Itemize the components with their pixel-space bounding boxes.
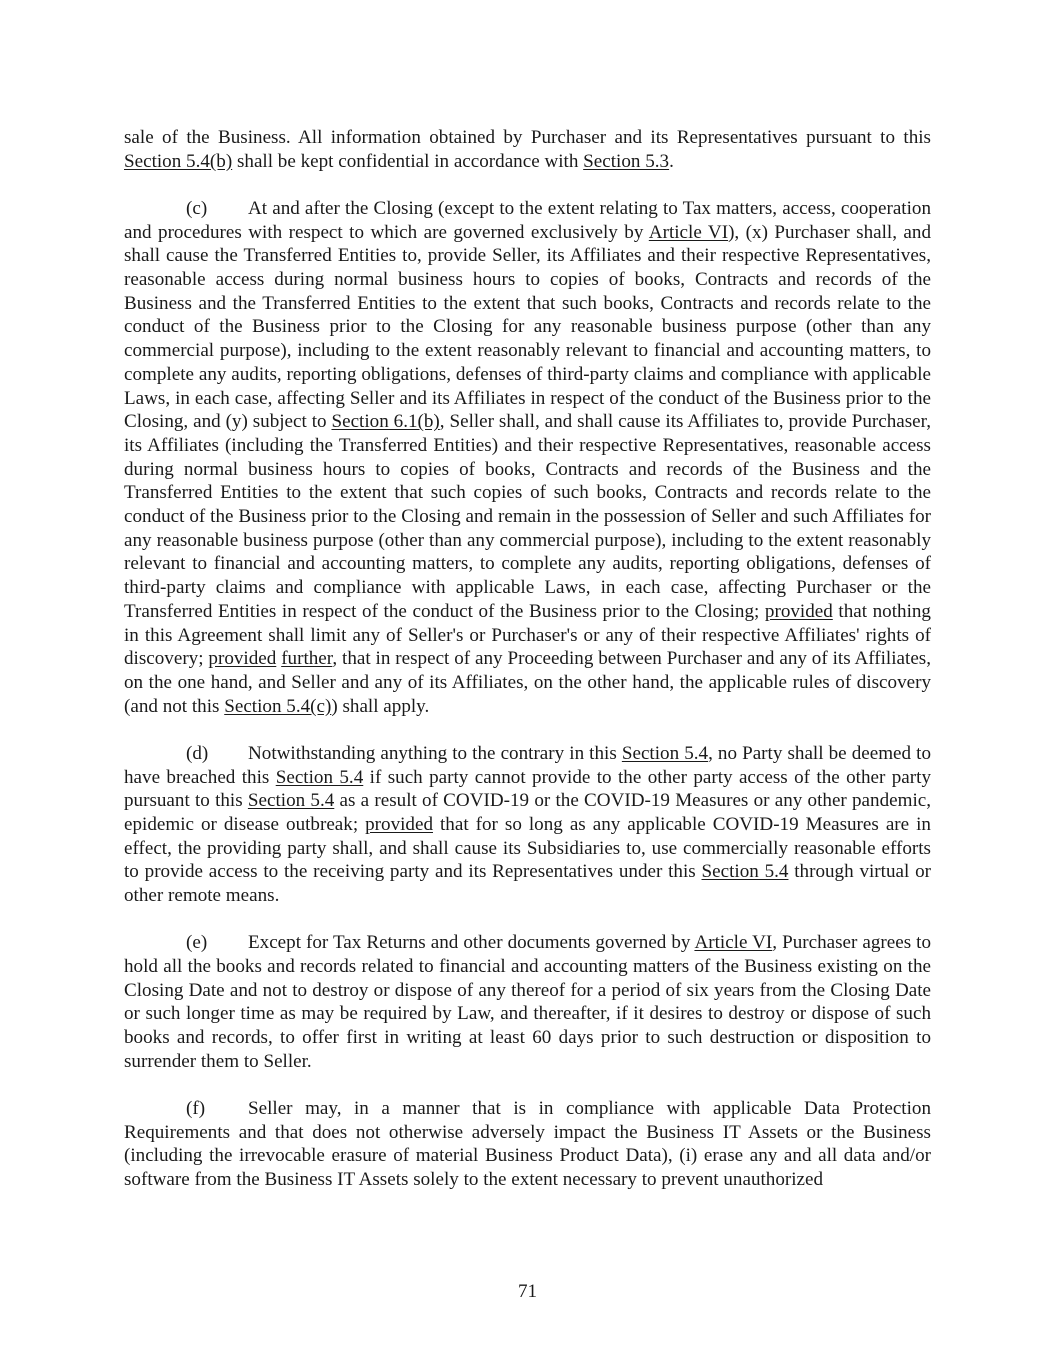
clause-label: (f) (186, 1098, 206, 1120)
cross-reference: Article VI (648, 221, 729, 243)
text: ) shall apply. (331, 695, 430, 717)
emphasis-term: provided (764, 600, 833, 622)
paragraph-d (124, 742, 931, 908)
paragraph-e (124, 931, 931, 1073)
cross-reference: Section 5.4(c) (224, 695, 332, 717)
text: through virtual or other remote means. (124, 861, 931, 907)
text: shall be kept confidential in accordance with (232, 150, 584, 172)
document-page (124, 126, 931, 1215)
cross-reference: Section 5.3 (583, 150, 670, 172)
text: if such party cannot provide to the other party access of the other party pursuant to this (124, 766, 931, 812)
text: Except for Tax Returns and other documents governed by (248, 932, 695, 954)
text: that for so long as any applicable COVID-19 Measures are in effect, the providing party shall, and shall cause its Subsidiaries to, use commercially reasonable efforts to provide access to the receiving party and its Representatives under this (124, 813, 931, 883)
clause-label: (e) (186, 932, 208, 954)
cross-reference: Section 5.4 (621, 742, 709, 764)
text: , Seller shall, and shall cause its Affiliates to, provide Purchaser, its Affiliates (including the Transferred Entities) and their respective Representatives, reasonable access during normal business hours to copies of books, Contracts and records of the Business and the Transferred Entities to the extent that such copies of such books, Contracts and records relate to the conduct of the Business prior to the Closing and remain in the possession of Seller and such Affiliates for any reasonable business purpose (other than any commercial purpose), including to the extent reasonably relevant to financial and accounting matters, to complete any audits, reporting obligations, defenses of third-party claims and compliance with applicable Laws, in each case, affecting Purchaser or the Transferred Entities in respect of the conduct of the Business prior to the Closing; (124, 411, 931, 622)
cross-reference: Section 6.1(b) (331, 411, 440, 433)
text: sale of the Business. All information obtained by Purchaser and its Representatives pursuant to this (124, 127, 931, 148)
text: , that in respect of any Proceeding between Purchaser and any of its Affiliates, on the one hand, and Seller and any of its Affiliates, on the other hand, the applicable rules of discovery (and not this (124, 648, 931, 717)
cross-reference: Section 5.4(b) (124, 150, 233, 172)
emphasis-term: further (281, 648, 333, 670)
text: Seller may, in a manner that is in compliance with applicable Data Protection Requirements and that does not otherwise adversely impact the Business IT Assets or the Business (including the irrevocable erasure of material Business Product Data), (i) erase any and all data and/or software from the Business IT Assets solely to the extent necessary to prevent unauthorized (124, 1098, 931, 1191)
cross-reference: Article VI (694, 932, 773, 954)
paragraph-c (124, 197, 931, 718)
text: as a result of COVID-19 or the COVID-19 Measures or any other pandemic, epidemic or disease outbreak; (124, 790, 932, 835)
text: Notwithstanding anything to the contrary in this (248, 742, 622, 764)
text: ), (x) Purchaser shall, and shall cause the Transferred Entities to, provide Seller, its Affiliates and their respective Representatives, reasonable access during normal business hours to copies of books, Contracts and records of the Business and the Transferred Entities to the extent that such books, Contracts and records relate to the conduct of the Business prior to the Closing for any reasonable business purpose (other than any commercial purpose), including to the extent reasonably relevant to financial and accounting matters, to complete any audits, reporting obligations, defenses of third-party claims and compliance with applicable Laws, in each case, affecting Seller and its Affiliates in respect of the conduct of the Business prior to the Closing, and (y) subject to (124, 221, 931, 433)
emphasis-term: provided (365, 813, 433, 835)
text: , Purchaser agrees to hold all the books and records related to financial and accounting matters of the Business existing on the Closing Date and not to destroy or dispose of any thereof for a period of six years from the Closing Date or such longer time as may be required by Law, and thereafter, if it desires to destroy or dispose of such books and records, to offer first in writing at least 60 days prior to such destruction or disposition to surrender them to Seller. (124, 932, 931, 1072)
cross-reference: Section 5.4 (701, 861, 789, 883)
emphasis-term: provided (208, 648, 277, 670)
text: . (669, 150, 674, 172)
paragraph-f (124, 1097, 931, 1192)
text: , no Party shall be deemed to have breached this (124, 742, 931, 788)
paragraph-intro (124, 126, 931, 173)
text: that nothing in this Agreement shall limit any of Seller's or Purchaser's or any of their respective Affiliates' rights of discovery; (124, 600, 931, 670)
text: At and after the Closing (except to the extent relating to Tax matters, access, cooperation and procedures with respect to which are governed exclusively by (124, 197, 931, 243)
clause-label: (c) (186, 197, 208, 219)
cross-reference: Section 5.4 (247, 790, 335, 812)
clause-label: (d) (186, 742, 209, 764)
cross-reference: Section 5.4 (275, 766, 364, 788)
page-number: 71 (517, 1281, 538, 1302)
